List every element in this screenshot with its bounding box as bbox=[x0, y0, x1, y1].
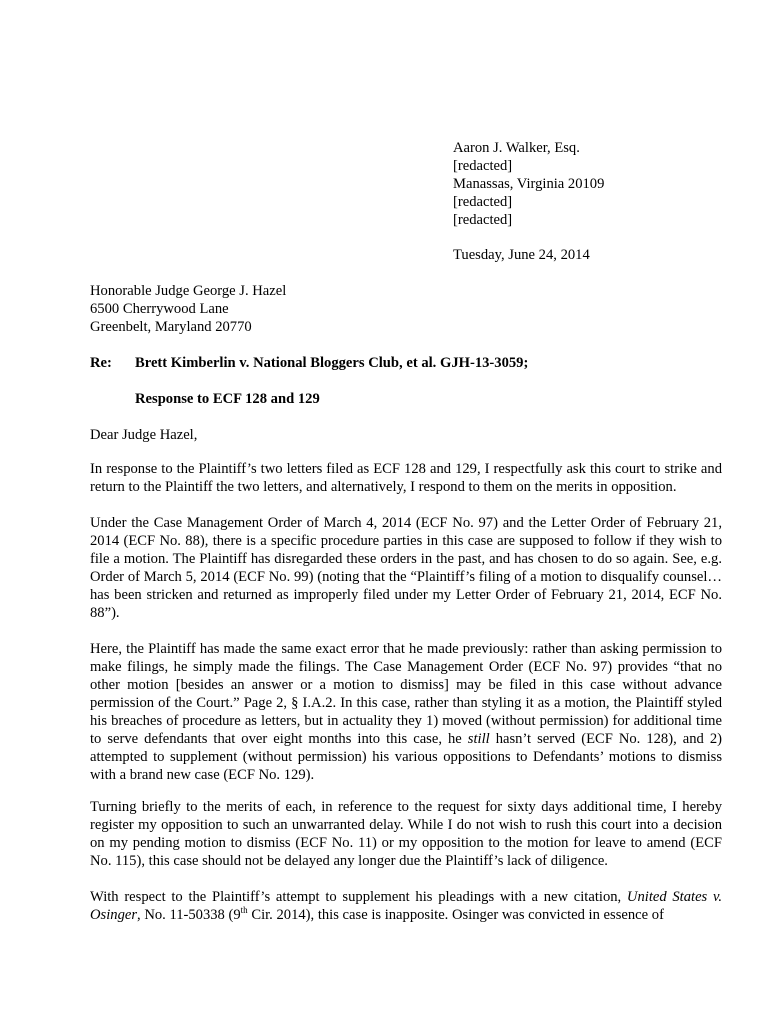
body-paragraph bbox=[90, 888, 722, 924]
paragraph-text: , No. 11-50338 (9 bbox=[137, 907, 241, 923]
paragraph-text: Cir. 2014), this case is inapposite. Osinger was convicted in essence of bbox=[247, 907, 664, 923]
body-paragraph: Under the Case Management Order of March 4, 2014 (ECF No. 97) and the Letter Order of February 21, 2014 (ECF No. 88), there is a specific procedure parties in this case are supposed to follow if they wish to file a motion. The Plaintiff has disregarded these orders in the past, and has chosen to do so again. See, e.g. Order of March 5, 2014 (ECF No. 99) (noting that the “Plaintiff’s filing of a motion to disqualify counsel… has been stricken and returned as improperly filed under my Letter Order of February 21, 2014, ECF No. 88”). bbox=[90, 515, 722, 621]
recipient-street: 6500 Cherrywood Lane bbox=[90, 301, 229, 317]
sender-redacted-line: [redacted] bbox=[453, 212, 513, 228]
sender-redacted-line: [redacted] bbox=[453, 158, 513, 174]
paragraph-text: With respect to the Plaintiff’s attempt to supplement his pleadings with a new citation, bbox=[90, 889, 627, 905]
paragraph-text: hasn’t served (ECF No. 128), and 2) attempted to supplement (without permission) his various oppositions to Defendants’ motions to dismiss with a brand new case (ECF No. 129). bbox=[90, 731, 722, 783]
letter-date: Tuesday, June 24, 2014 bbox=[453, 247, 590, 263]
recipient-city: Greenbelt, Maryland 20770 bbox=[90, 319, 252, 335]
paragraph-text: Here, the Plaintiff has made the same exact error that he made previously: rather than asking permission to make filings, he simply made the filings. The Case Management Order (ECF No. 97) provides “that no other motion [besides an answer or a motion to dismiss] may be filed in this case without advance permission of the Court.” Page 2, § I.A.2. In this case, rather than styling it as a motion, the Plaintiff styled his breaches of procedure as letters, but in actuality they 1) moved (without permission) for additional time to serve defendants that over eight months into this case, he bbox=[90, 641, 722, 747]
salutation: Dear Judge Hazel, bbox=[90, 427, 198, 443]
subject-case-caption: Brett Kimberlin v. National Bloggers Club, et al. GJH-13-3059; bbox=[135, 355, 529, 371]
subject-response-line: Response to ECF 128 and 129 bbox=[135, 391, 320, 407]
recipient-address-block bbox=[90, 282, 286, 336]
sender-name: Aaron J. Walker, Esq. bbox=[453, 140, 580, 156]
sender-address-block bbox=[453, 139, 604, 229]
recipient-name: Honorable Judge George J. Hazel bbox=[90, 283, 287, 299]
body-paragraph: In response to the Plaintiff’s two letters filed as ECF 128 and 129, I respectfully ask this court to strike and return to the Plaintiff the two letters, and alternatively, I respond to them on the merits in opposition. bbox=[90, 461, 722, 495]
superscript: th bbox=[240, 905, 248, 916]
sender-redacted-line: [redacted] bbox=[453, 194, 513, 210]
body-paragraph: Turning briefly to the merits of each, in reference to the request for sixty days additional time, I hereby register my opposition to such an unwarranted delay. While I do not wish to rush this court into a decision on my pending motion to dismiss (ECF No. 11) or my opposition to the motion for leave to amend (ECF No. 115), this case should not be delayed any longer due the Plaintiff’s lack of diligence. bbox=[90, 799, 722, 869]
sender-city: Manassas, Virginia 20109 bbox=[453, 176, 605, 192]
subject-label: Re: bbox=[90, 355, 112, 371]
emphasis-text: still bbox=[467, 731, 490, 747]
case-citation: United States v. Osinger bbox=[90, 889, 723, 923]
body-paragraph bbox=[90, 640, 722, 784]
